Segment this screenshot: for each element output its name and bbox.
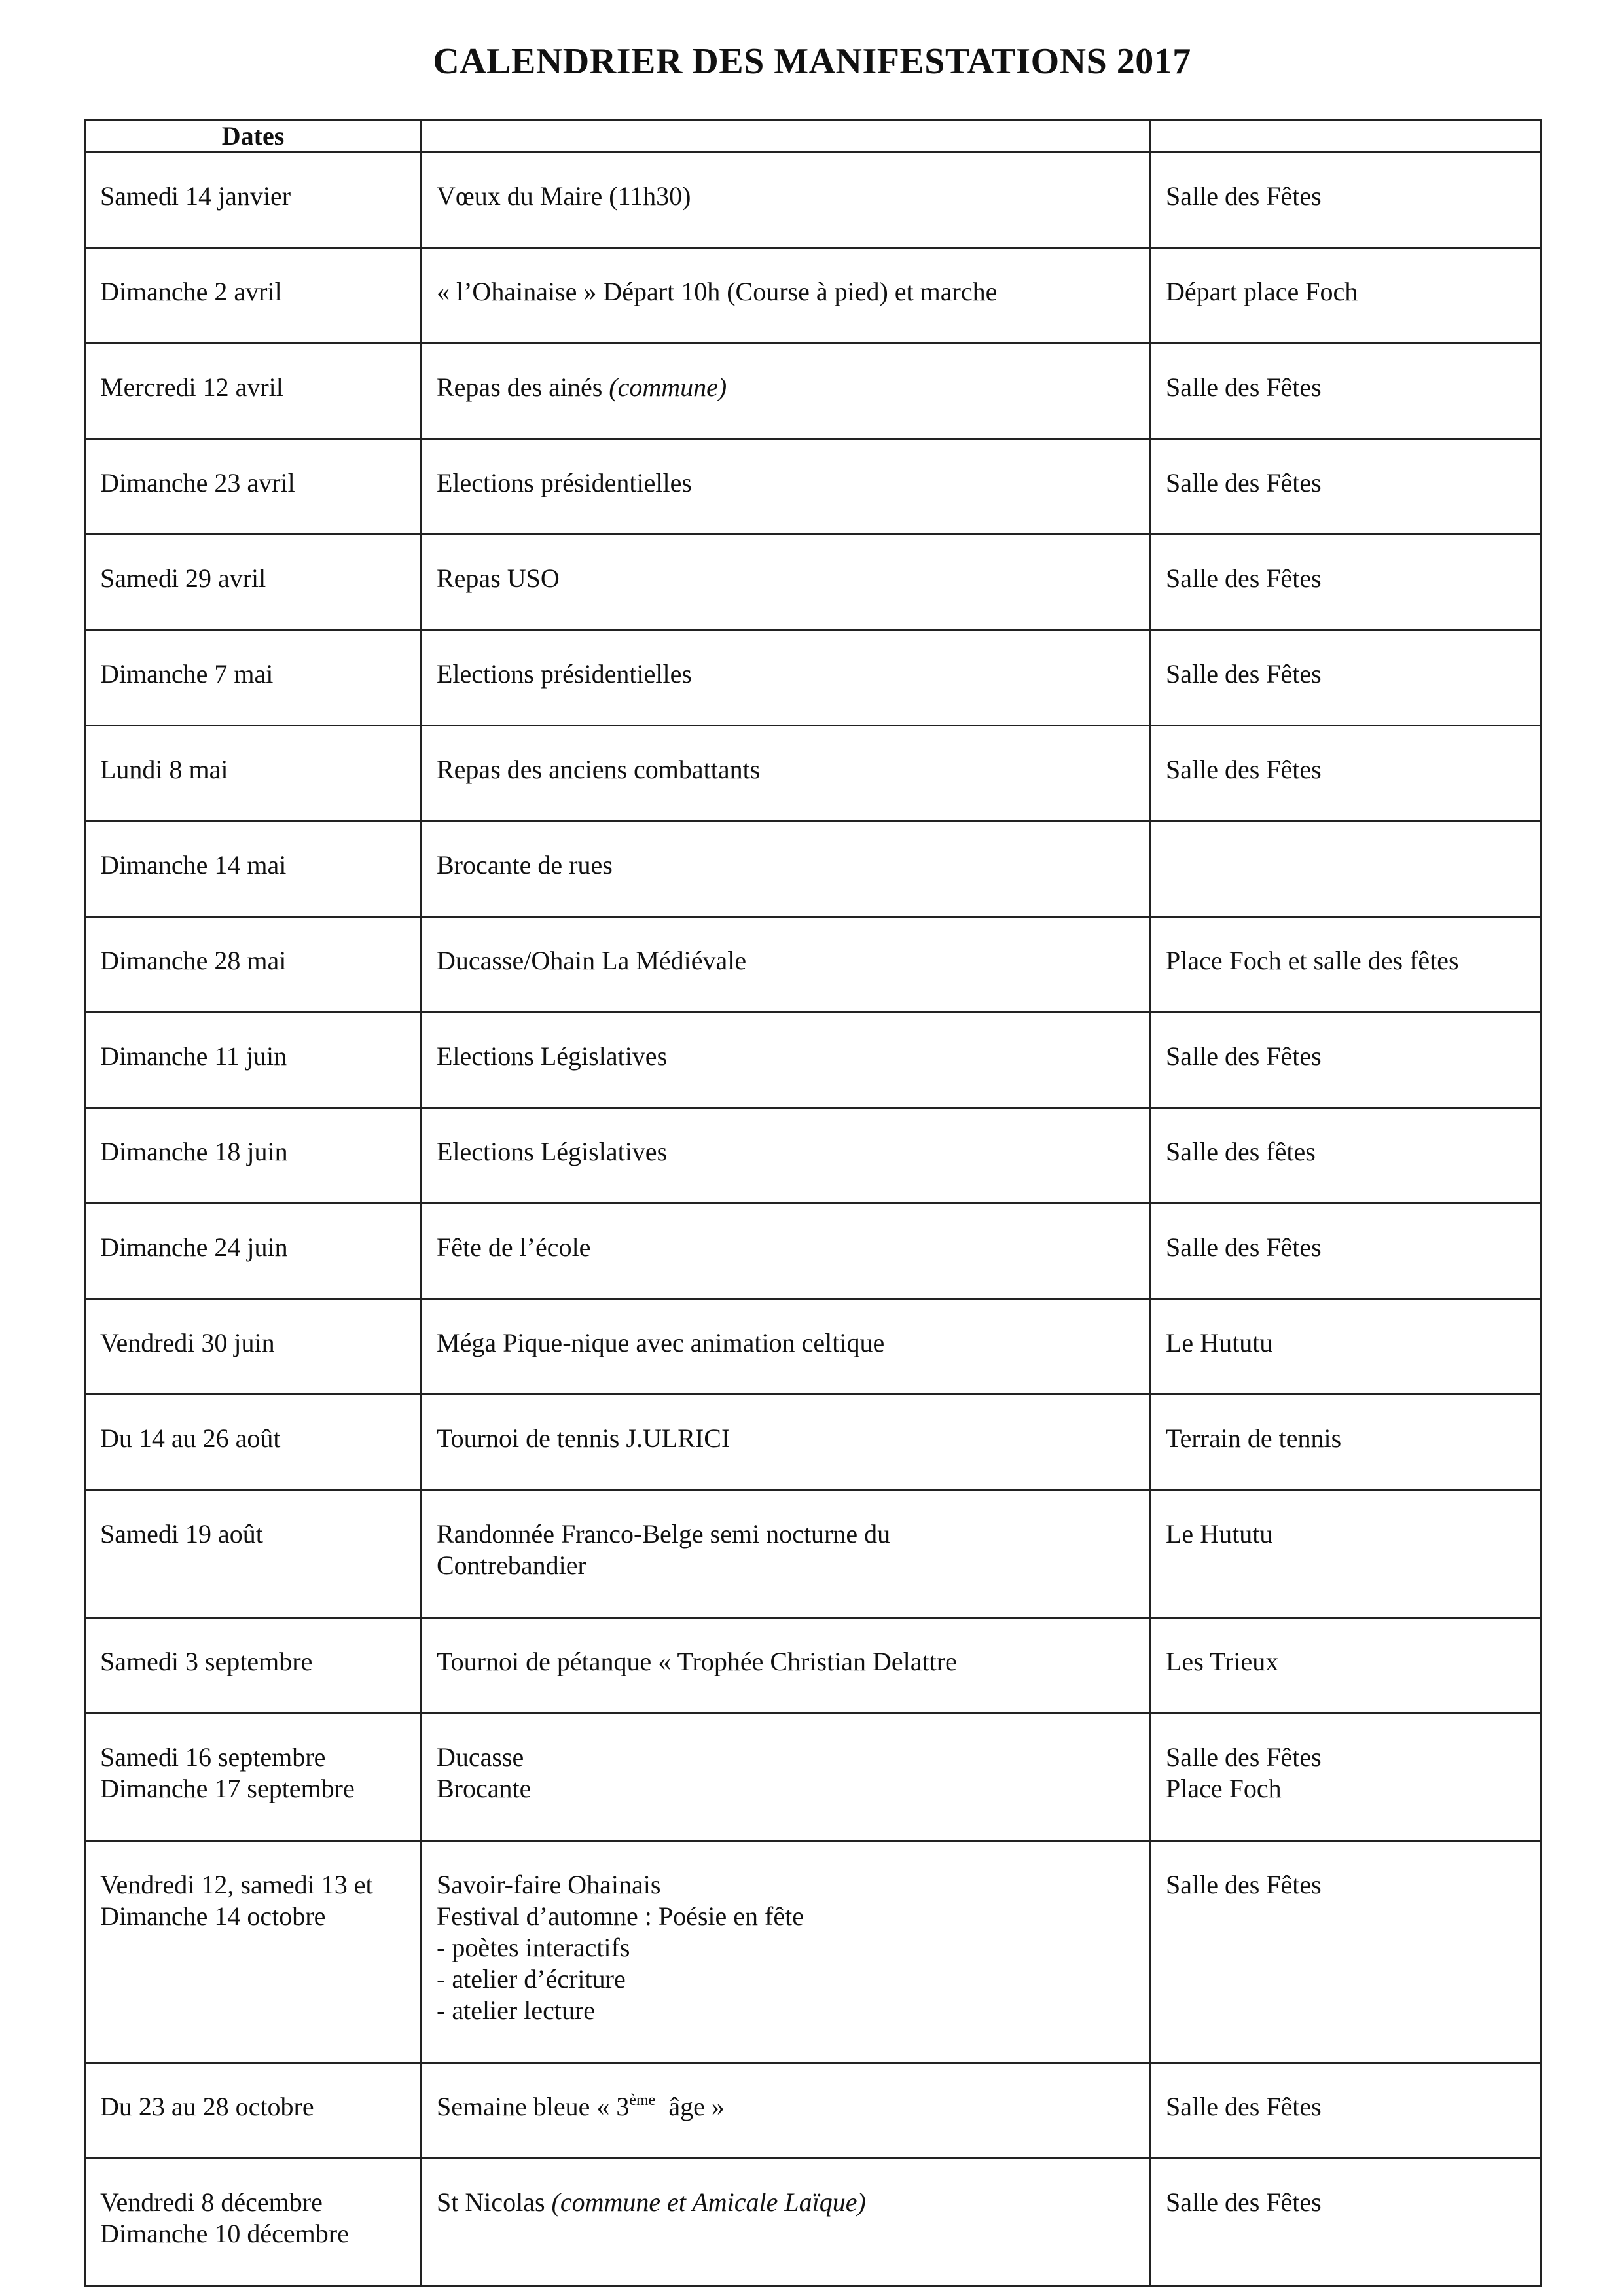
event-cell: Elections Législatives: [422, 1013, 1151, 1108]
date-cell: Dimanche 23 avril: [85, 439, 422, 535]
event-cell: Repas USO: [422, 535, 1151, 630]
place-line: Salle des Fêtes: [1166, 1742, 1322, 1772]
ordinal-superscript: ème: [629, 2092, 656, 2109]
place-line: Place Foch: [1166, 1774, 1282, 1803]
event-cell: Tournoi de tennis J.ULRICI: [422, 1395, 1151, 1490]
table-row: [85, 1108, 1541, 1204]
date-cell: Du 14 au 26 août: [85, 1395, 422, 1490]
table-row: [85, 726, 1541, 821]
table-row: [85, 439, 1541, 535]
date-cell: Lundi 8 mai: [85, 726, 422, 821]
date-cell: Mercredi 12 avril: [85, 344, 422, 439]
event-line: Contrebandier: [437, 1551, 586, 1580]
date-line: Samedi 16 septembre: [100, 1742, 326, 1772]
event-note: (commune): [609, 372, 727, 402]
date-cell: Samedi 19 août: [85, 1490, 422, 1618]
event-cell: [422, 1713, 1151, 1841]
table-row: [85, 630, 1541, 726]
date-cell: Dimanche 24 juin: [85, 1204, 422, 1299]
table-row: [85, 821, 1541, 917]
table-row: [85, 2063, 1541, 2159]
event-cell: [422, 1841, 1151, 2063]
event-line: Festival d’automne : Poésie en fête: [437, 1901, 804, 1931]
date-cell: Dimanche 2 avril: [85, 248, 422, 344]
table-row: [85, 1299, 1541, 1395]
event-cell: [422, 344, 1151, 439]
date-cell: Samedi 3 septembre: [85, 1618, 422, 1713]
event-cell: [422, 2063, 1151, 2159]
event-cell: Repas des anciens combattants: [422, 726, 1151, 821]
event-cell: Elections Législatives: [422, 1108, 1151, 1204]
event-line: Brocante: [437, 1774, 532, 1803]
table-row: [85, 917, 1541, 1013]
event-line: - poètes interactifs: [437, 1933, 630, 1962]
place-cell: Salle des Fêtes: [1151, 1841, 1541, 2063]
event-text: St Nicolas: [437, 2187, 545, 2217]
event-line: Ducasse: [437, 1742, 524, 1772]
event-line: - atelier d’écriture: [437, 1964, 626, 1994]
header-place: [1151, 120, 1541, 152]
date-cell: Dimanche 7 mai: [85, 630, 422, 726]
place-cell: Place Foch et salle des fêtes: [1151, 917, 1541, 1013]
event-cell: Elections présidentielles: [422, 630, 1151, 726]
event-text: Semaine bleue « 3: [437, 2092, 630, 2121]
event-line: Randonnée Franco-Belge semi nocturne du: [437, 1519, 891, 1549]
place-cell: Salle des Fêtes: [1151, 2159, 1541, 2286]
event-cell: Elections présidentielles: [422, 439, 1151, 535]
place-cell: Terrain de tennis: [1151, 1395, 1541, 1490]
date-line: Dimanche 10 décembre: [100, 2219, 349, 2248]
event-cell: Brocante de rues: [422, 821, 1151, 917]
page-title: CALENDRIER DES MANIFESTATIONS 2017: [433, 41, 1191, 82]
table-header-row: [85, 120, 1541, 152]
events-calendar-table: [84, 119, 1542, 2287]
table-row: [85, 2159, 1541, 2286]
date-cell: Dimanche 14 mai: [85, 821, 422, 917]
header-event: [422, 120, 1151, 152]
event-cell: Fête de l’école: [422, 1204, 1151, 1299]
table-row: [85, 152, 1541, 248]
date-cell: [85, 1713, 422, 1841]
table-row: [85, 1713, 1541, 1841]
place-cell: Salle des Fêtes: [1151, 1013, 1541, 1108]
place-cell: Salle des Fêtes: [1151, 152, 1541, 248]
place-cell: Salle des Fêtes: [1151, 2063, 1541, 2159]
date-line: Vendredi 8 décembre: [100, 2187, 323, 2217]
table-row: [85, 1013, 1541, 1108]
event-note: (commune et Amicale Laïque): [551, 2187, 866, 2217]
place-cell: Salle des Fêtes: [1151, 726, 1541, 821]
place-cell: Salle des Fêtes: [1151, 630, 1541, 726]
date-cell: Dimanche 18 juin: [85, 1108, 422, 1204]
table-row: [85, 1618, 1541, 1713]
place-cell: Salle des Fêtes: [1151, 439, 1541, 535]
place-cell: [1151, 821, 1541, 917]
date-cell: Dimanche 11 juin: [85, 1013, 422, 1108]
table-row: [85, 1841, 1541, 2063]
table-row: [85, 1490, 1541, 1618]
table-row: [85, 535, 1541, 630]
event-line: - atelier lecture: [437, 1996, 596, 2025]
table-row: [85, 248, 1541, 344]
date-cell: Samedi 14 janvier: [85, 152, 422, 248]
date-line: Dimanche 14 octobre: [100, 1901, 326, 1931]
date-cell: Vendredi 30 juin: [85, 1299, 422, 1395]
place-cell: Les Trieux: [1151, 1618, 1541, 1713]
date-cell: [85, 2159, 422, 2286]
event-cell: Ducasse/Ohain La Médiévale: [422, 917, 1151, 1013]
event-text: Repas des ainés: [437, 372, 603, 402]
event-line: Savoir-faire Ohainais: [437, 1870, 661, 1899]
table-row: [85, 1395, 1541, 1490]
date-line: Vendredi 12, samedi 13 et: [100, 1870, 373, 1899]
event-cell: Tournoi de pétanque « Trophée Christian Delattre: [422, 1618, 1151, 1713]
event-cell: « l’Ohainaise » Départ 10h (Course à pied) et marche: [422, 248, 1151, 344]
place-cell: Salle des Fêtes: [1151, 1204, 1541, 1299]
date-cell: [85, 1841, 422, 2063]
table-row: [85, 344, 1541, 439]
place-cell: Salle des fêtes: [1151, 1108, 1541, 1204]
place-cell: [1151, 1713, 1541, 1841]
place-cell: Départ place Foch: [1151, 248, 1541, 344]
header-dates: Dates: [85, 120, 422, 152]
place-cell: Salle des Fêtes: [1151, 344, 1541, 439]
event-cell: [422, 2159, 1151, 2286]
event-cell: Vœux du Maire (11h30): [422, 152, 1151, 248]
event-cell: [422, 1490, 1151, 1618]
table-row: [85, 1204, 1541, 1299]
date-line: Dimanche 17 septembre: [100, 1774, 355, 1803]
date-cell: Du 23 au 28 octobre: [85, 2063, 422, 2159]
place-cell: Salle des Fêtes: [1151, 535, 1541, 630]
date-cell: Samedi 29 avril: [85, 535, 422, 630]
event-text-end: âge »: [655, 2092, 725, 2121]
date-cell: Dimanche 28 mai: [85, 917, 422, 1013]
event-cell: Méga Pique-nique avec animation celtique: [422, 1299, 1151, 1395]
place-cell: Le Hututu: [1151, 1299, 1541, 1395]
place-cell: Le Hututu: [1151, 1490, 1541, 1618]
